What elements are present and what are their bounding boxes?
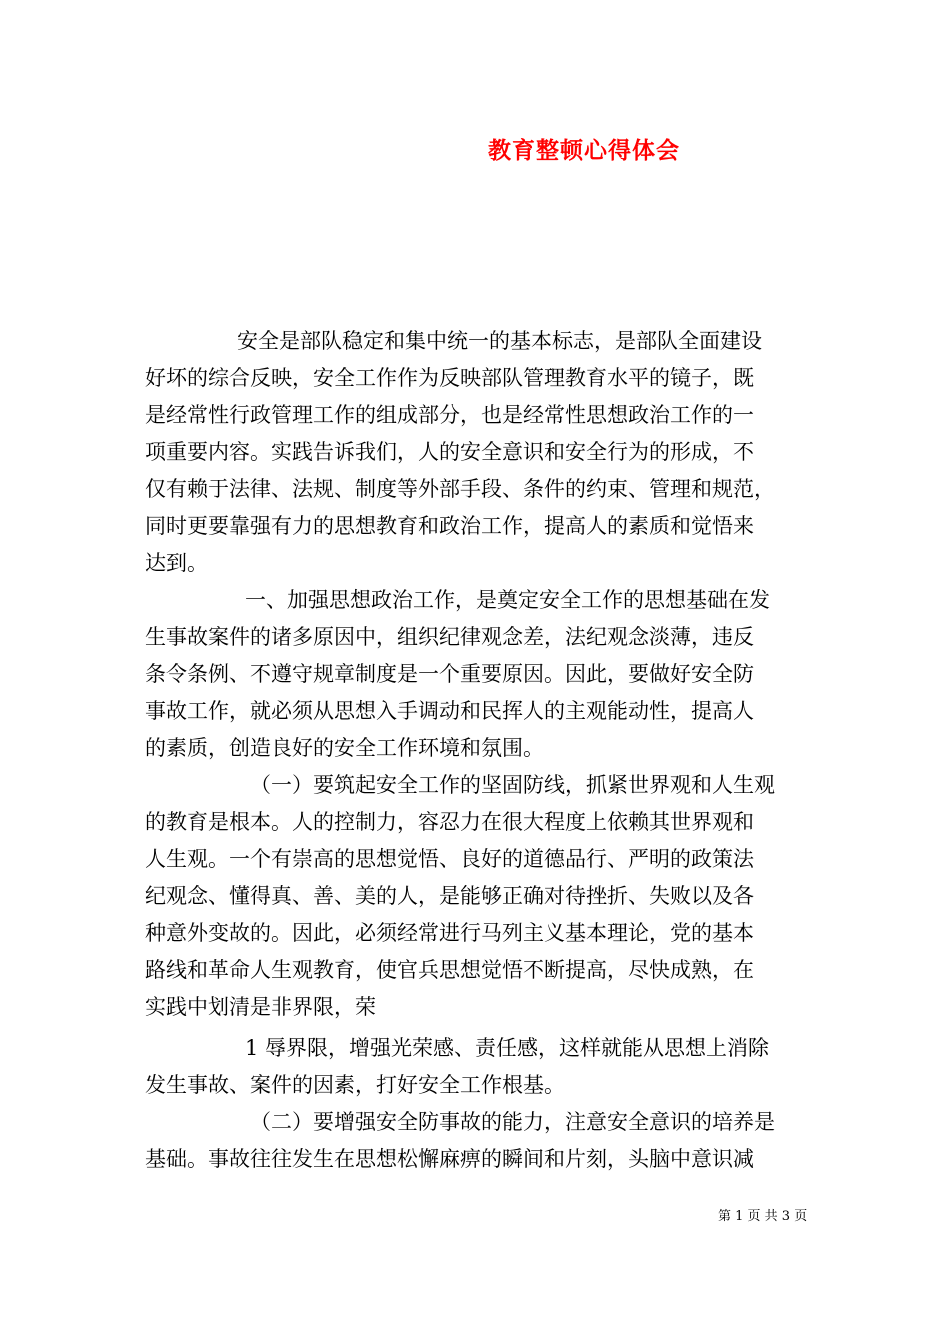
body-line: 人生观。一个有崇高的思想觉悟、良好的道德品行、严明的政策法 — [145, 847, 754, 871]
body-line: 纪观念、懂得真、善、美的人，是能够正确对待挫折、失败以及各 — [145, 884, 754, 908]
body-line: 生事故案件的诸多原因中，组织纪律观念差，法纪观念淡薄，违反 — [145, 625, 754, 649]
body-line: 项重要内容。实践告诉我们，人的安全意识和安全行为的形成，不 — [145, 440, 754, 464]
document-title: 教育整顿心得体会 — [488, 137, 680, 164]
body-line: 1 辱界限，增强光荣感、责任感，这样就能从思想上消除 — [245, 1036, 770, 1060]
body-line: 发生事故、案件的因素，打好安全工作根基。 — [145, 1073, 565, 1097]
body-line: 同时更要靠强有力的思想教育和政治工作，提高人的素质和觉悟来 — [145, 514, 754, 538]
body-line: 种意外变故的。因此，必须经常进行马列主义基本理论，党的基本 — [145, 921, 754, 945]
body-line: 的教育是根本。人的控制力，容忍力在很大程度上依赖其世界观和 — [145, 810, 754, 834]
subsection-line: （二）要增强安全防事故的能力，注意安全意识的培养是 — [250, 1110, 775, 1134]
subsection-line: （一）要筑起安全工作的坚固防线，抓紧世界观和人生观 — [250, 773, 775, 797]
body-line: 仅有赖于法律、法规、制度等外部手段、条件的约束、管理和规范， — [145, 477, 775, 501]
body-line: 基础。事故往往发生在思想松懈麻痹的瞬间和片刻，头脑中意识减 — [145, 1147, 754, 1171]
body-line: 是经常性行政管理工作的组成部分，也是经常性思想政治工作的一 — [145, 403, 754, 427]
body-line: 条令条例、不遵守规章制度是一个重要原因。因此，要做好安全防 — [145, 662, 754, 686]
body-line: 安全是部队稳定和集中统一的基本标志，是部队全面建设 — [237, 329, 762, 353]
body-line: 好坏的综合反映，安全工作作为反映部队管理教育水平的镜子，既 — [145, 366, 754, 390]
body-line: 路线和革命人生观教育，使官兵思想觉悟不断提高，尽快成熟，在 — [145, 958, 754, 982]
body-line: 达到。 — [145, 551, 208, 575]
section-heading-line: 一、加强思想政治工作，是奠定安全工作的思想基础在发 — [245, 588, 770, 612]
body-line: 的素质，创造良好的安全工作环境和氛围。 — [145, 736, 544, 760]
body-line: 实践中划清是非界限，荣 — [145, 995, 376, 1019]
body-line: 事故工作，就必须从思想入手调动和民挥人的主观能动性，提高人 — [145, 699, 754, 723]
page-number-footer: 第 1 页 共 3 页 — [718, 1209, 808, 1224]
